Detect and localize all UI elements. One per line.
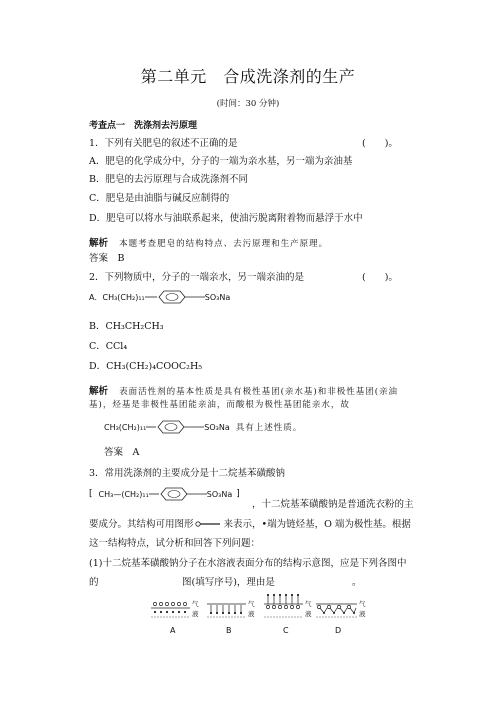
q2-answer-label: 答案	[104, 447, 124, 458]
figure-a	[150, 598, 202, 636]
q3-formula-line	[89, 487, 240, 501]
q3-line3-text-b: 来表示，•端为链烃基，O 端为极性基。根据	[223, 519, 411, 530]
q3-line3-text-a: 要成分。其结构可用图形	[89, 519, 194, 530]
q3-formula-open: [	[89, 489, 93, 499]
section-name: 洗涤剂去污原理	[134, 121, 198, 131]
q3-subquestion-1-c: 图(填写序号)，理由是	[182, 577, 275, 588]
q1-answer-paren: ( )。	[362, 138, 398, 149]
q1-option-d: D．肥皂可以将水与油联系起来，使油污脱离附着物而悬浮于水中	[89, 213, 363, 224]
surfactant-symbol-icon	[194, 518, 224, 528]
q3-line3	[89, 516, 411, 530]
q1-analysis	[89, 231, 328, 250]
q3-stem: 3．常用洗涤剂的主要成分是十二烷基苯磺酸钠	[89, 468, 286, 479]
q3-formula-tail: SO₃Na	[206, 489, 233, 499]
q2-analysis-label: 解析	[89, 386, 109, 397]
figure-b-gas: 气	[248, 600, 255, 608]
figure-a-label: A	[170, 626, 176, 635]
q3-subquestion-1-d: 。	[352, 577, 362, 588]
q2-analysis-formula-tail: SO₃Na	[204, 422, 230, 432]
q1-analysis-text: 本题考查肥皂的结构特点、去污原理和生产原理。	[119, 239, 329, 249]
figure-d	[315, 598, 369, 636]
q2-stem: 2．下列物质中，分子的一端亲水，另一端亲油的是	[89, 272, 305, 283]
figure-c-label: C	[283, 626, 289, 635]
q1-answer	[89, 250, 125, 264]
section-label: 考查点一	[89, 121, 126, 131]
figure-a-gas: 气	[192, 600, 199, 608]
figure-a-liquid: 液	[192, 610, 199, 618]
q1-option-b: B．肥皂的去污原理与合成洗涤剂不同	[89, 174, 248, 185]
q2-option-b: B．CH₃CH₂CH₃	[89, 321, 164, 332]
time-limit: (时间：30 分钟)	[216, 99, 280, 109]
q2-answer	[104, 444, 139, 458]
section-heading	[89, 118, 197, 131]
q2-analysis-text-2: 基)，烃基是非极性基团能亲油，而酸根为极性基团能亲水，故	[89, 400, 350, 410]
q2-option-a-formula: CH₃(CH₂)₁₁	[102, 292, 145, 302]
figure-c	[263, 592, 315, 636]
figure-b-liquid: 液	[248, 610, 255, 618]
q1-option-c: C．肥皂是由油脂与碱反应制得的	[89, 193, 230, 204]
q1-answer-value: B	[117, 253, 125, 264]
q2-analysis-formula-chain: CH₃(CH₂)₁₁	[104, 422, 147, 432]
figure-d-label: D	[335, 626, 342, 635]
q2-option-a-prefix: A．	[89, 292, 103, 302]
figure-c-liquid: 液	[305, 610, 312, 618]
q2-analysis-line1	[89, 379, 398, 398]
page-title: 第二单元 合成洗涤剂的生产	[140, 67, 356, 86]
q2-option-d: D．CH₃(CH₂)₄COOC₂H₅	[89, 361, 203, 372]
benzene-ring-icon	[149, 487, 207, 501]
q1-answer-label: 答案	[89, 253, 109, 264]
q2-option-a-tail: SO₃Na	[204, 292, 231, 302]
q2-answer-paren: ( )。	[362, 272, 398, 283]
q2-option-c: C．CCl₄	[89, 341, 128, 352]
figure-b	[206, 598, 258, 636]
q2-analysis-text-1: 表面活性剂的基本性质是具有极性基团(亲水基)和非极性基团(亲油	[119, 387, 399, 397]
q1-option-a: A．肥皂的化学成分中，分子的一端为亲水基，另一端为亲油基	[89, 156, 353, 167]
q3-formula-close: ]	[236, 489, 240, 499]
figure-d-gas: 气	[359, 600, 366, 608]
q2-analysis-formula	[104, 420, 302, 434]
q3-line2: ，十二烷基苯磺酸钠是普通洗衣粉的主	[252, 499, 414, 510]
q2-answer-value: A	[132, 447, 140, 458]
q1-analysis-label: 解析	[89, 238, 109, 249]
q2-option-a	[89, 290, 230, 304]
q3-formula-chain: CH₃—(CH₂)₁₁	[98, 489, 149, 499]
q2-analysis-text-3: 具有上述性质。	[235, 423, 303, 433]
benzene-ring-icon	[145, 290, 205, 304]
figure-d-liquid: 液	[359, 610, 366, 618]
figure-b-label: B	[226, 626, 232, 635]
figure-c-gas: 气	[305, 600, 312, 608]
q3-subquestion-1: (1)十二烷基苯磺酸钠分子在水溶液表面分布的结构示意图，应是下列各图中	[89, 558, 407, 569]
benzene-ring-icon	[146, 420, 204, 434]
q3-subquestion-1-b: 的	[89, 577, 99, 588]
q3-line4: 这一结构特点，试分析和回答下列问题：	[89, 538, 261, 549]
q1-stem: 1．下列有关肥皂的叙述不正确的是	[89, 138, 238, 149]
